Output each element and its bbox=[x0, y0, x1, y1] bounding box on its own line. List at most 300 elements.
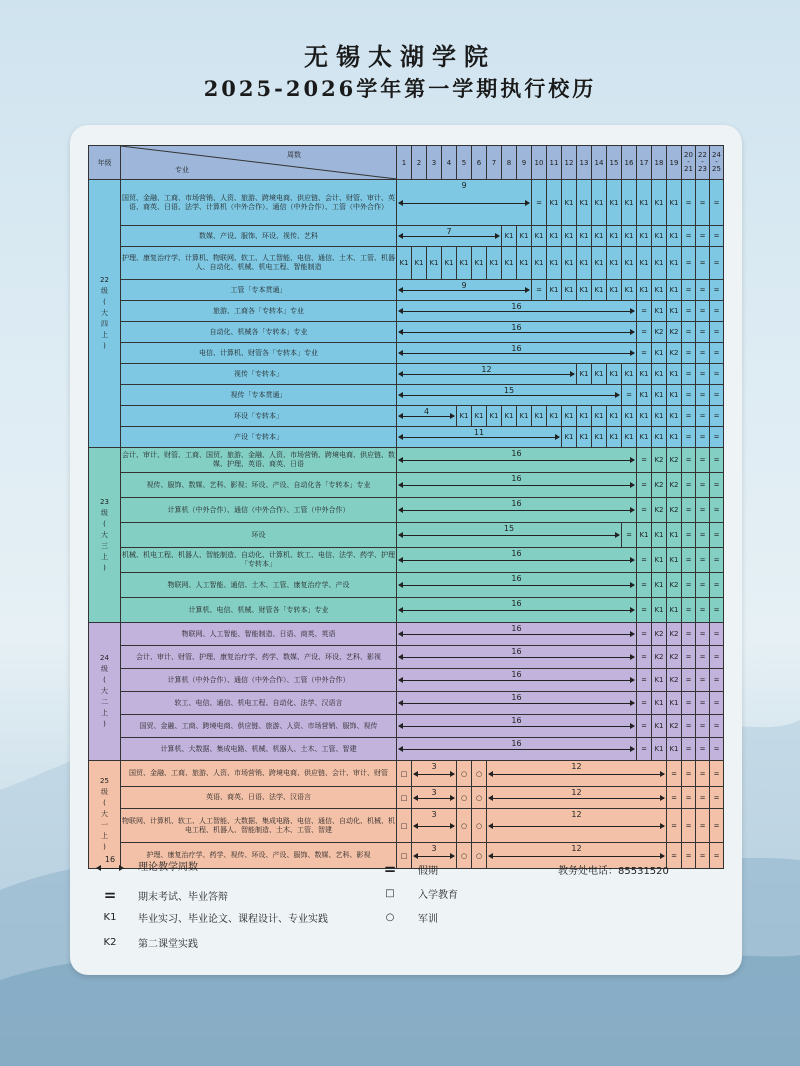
major-cell: 计算机（中外合作）、通信（中外合作）、工管（中外合作） bbox=[121, 669, 397, 692]
k1-practice-cell: K1 bbox=[667, 301, 682, 322]
legend-item-k1 bbox=[90, 910, 328, 925]
k1-practice-cell: K1 bbox=[652, 548, 667, 573]
k1-practice-cell: K1 bbox=[517, 226, 532, 247]
legend-item-vacation bbox=[370, 860, 438, 878]
teaching-weeks-number: 16 bbox=[511, 449, 522, 458]
vacation-cell: = bbox=[696, 598, 710, 623]
k2-symbol: K2 bbox=[103, 937, 117, 948]
k1-practice-cell: K1 bbox=[622, 247, 637, 280]
entry-square-icon: □ bbox=[385, 888, 395, 899]
k1-practice-cell: K1 bbox=[667, 180, 682, 226]
grade-label-char: 大 bbox=[101, 810, 108, 818]
corner-label-major: 专业 bbox=[175, 166, 189, 174]
k2-practice-cell: K2 bbox=[667, 448, 682, 473]
vacation-cell: = bbox=[682, 598, 696, 623]
exam-cell: = bbox=[637, 301, 652, 322]
k1-practice-cell: K1 bbox=[652, 280, 667, 301]
vacation-cell: = bbox=[696, 646, 710, 669]
k2-practice-cell: K2 bbox=[667, 498, 682, 523]
vacation-cell: = bbox=[682, 343, 696, 364]
teaching-weeks-span bbox=[397, 364, 577, 385]
grade-label-char: 25 bbox=[100, 777, 109, 785]
k1-practice-cell: K1 bbox=[667, 226, 682, 247]
major-cell: 护理、康复治疗学、药学、视传、环设、产设、服饰、数媒、艺科、影视 bbox=[121, 843, 397, 869]
double-arrow-icon bbox=[399, 236, 499, 237]
vacation-cell: = bbox=[696, 322, 710, 343]
teaching-weeks-number: 3 bbox=[431, 788, 437, 797]
teaching-weeks-number: 16 bbox=[511, 302, 522, 311]
double-arrow-icon bbox=[399, 657, 634, 658]
legend-item-military bbox=[370, 910, 438, 925]
major-cell: 工管「专本贯通」 bbox=[121, 280, 397, 301]
major-week-corner-header bbox=[121, 146, 397, 180]
vacation-cell: = bbox=[682, 809, 696, 843]
late-week-header: 20 - 21 bbox=[682, 146, 696, 180]
grade-label-char: ( bbox=[103, 519, 106, 528]
teaching-weeks-span bbox=[487, 809, 667, 843]
k1-practice-cell: K1 bbox=[562, 406, 577, 427]
table-row bbox=[89, 343, 724, 364]
table-row bbox=[89, 715, 724, 738]
week-header: 19 bbox=[667, 146, 682, 180]
k1-practice-cell: K1 bbox=[562, 226, 577, 247]
week-header: 12 bbox=[562, 146, 577, 180]
vacation-symbol-icon: = bbox=[383, 860, 397, 878]
k1-practice-cell: K1 bbox=[667, 364, 682, 385]
double-arrow-icon bbox=[399, 332, 634, 333]
table-row bbox=[89, 623, 724, 646]
k1-practice-cell: K1 bbox=[592, 427, 607, 448]
k1-practice-cell: K1 bbox=[652, 406, 667, 427]
table-row bbox=[89, 646, 724, 669]
vacation-cell: = bbox=[682, 761, 696, 787]
grade-label-cell bbox=[89, 448, 121, 623]
double-arrow-icon bbox=[399, 290, 529, 291]
double-arrow-icon bbox=[399, 535, 619, 536]
teaching-weeks-span bbox=[397, 738, 637, 761]
teaching-weeks-number: 16 bbox=[511, 693, 522, 702]
k1-practice-cell: K1 bbox=[592, 280, 607, 301]
k1-practice-cell: K1 bbox=[652, 301, 667, 322]
k1-practice-cell: K1 bbox=[652, 598, 667, 623]
k2-practice-cell: K2 bbox=[652, 646, 667, 669]
major-cell: 视传「专转本」 bbox=[121, 364, 397, 385]
double-arrow-icon bbox=[399, 311, 634, 312]
vacation-cell: = bbox=[696, 247, 710, 280]
table-row bbox=[89, 598, 724, 623]
k1-practice-cell: K1 bbox=[637, 226, 652, 247]
table-header-row bbox=[89, 146, 724, 180]
grade-label-char: ) bbox=[103, 720, 106, 728]
legend-military-label: 军训 bbox=[418, 914, 438, 925]
exam-cell: = bbox=[637, 669, 652, 692]
grade-label-char: 大 bbox=[101, 309, 108, 317]
major-cell: 机械、机电工程、机器人、智能制造、自动化、计算机、软工、电信、法学、药学、护理「专转本」 bbox=[121, 548, 397, 573]
grade-label-char: ) bbox=[103, 563, 106, 572]
week-header: 14 bbox=[592, 146, 607, 180]
table-row bbox=[89, 247, 724, 280]
k1-practice-cell: K1 bbox=[472, 406, 487, 427]
vacation-cell: = bbox=[710, 322, 724, 343]
k1-practice-cell: K1 bbox=[427, 247, 442, 280]
contact-phone: 教务处电话：85531520 bbox=[558, 866, 669, 877]
teaching-weeks-number: 12 bbox=[571, 844, 582, 853]
vacation-cell: = bbox=[696, 761, 710, 787]
vacation-cell: = bbox=[710, 761, 724, 787]
exam-symbol-icon: = bbox=[103, 886, 117, 904]
k1-practice-cell: K1 bbox=[667, 280, 682, 301]
vacation-cell: = bbox=[710, 180, 724, 226]
teaching-weeks-span bbox=[397, 598, 637, 623]
teaching-weeks-span bbox=[397, 623, 637, 646]
k1-practice-cell: K1 bbox=[592, 226, 607, 247]
k1-practice-cell: K1 bbox=[457, 406, 472, 427]
table-row bbox=[89, 787, 724, 809]
teaching-weeks-span bbox=[397, 343, 637, 364]
grade-label-char: 四 bbox=[101, 320, 108, 328]
teaching-weeks-number: 16 bbox=[511, 716, 522, 725]
double-arrow-icon bbox=[399, 726, 634, 727]
vacation-cell: = bbox=[696, 364, 710, 385]
grade-label-char: ( bbox=[103, 676, 106, 684]
vacation-cell: = bbox=[682, 406, 696, 427]
vacation-cell: = bbox=[696, 473, 710, 498]
vacation-cell: = bbox=[682, 692, 696, 715]
exam-cell: = bbox=[667, 809, 682, 843]
teaching-weeks-span bbox=[397, 385, 622, 406]
double-arrow-icon bbox=[399, 703, 634, 704]
k1-practice-cell: K1 bbox=[607, 364, 622, 385]
legend-entry-label: 入学教育 bbox=[418, 890, 458, 901]
teaching-weeks-number: 9 bbox=[461, 181, 467, 190]
k1-practice-cell: K1 bbox=[562, 180, 577, 226]
k1-practice-cell: K1 bbox=[502, 406, 517, 427]
k2-practice-cell: K2 bbox=[667, 343, 682, 364]
grade-label-char: 24 bbox=[100, 654, 109, 662]
vacation-cell: = bbox=[710, 364, 724, 385]
teaching-weeks-number: 16 bbox=[511, 647, 522, 656]
k1-practice-cell: K1 bbox=[667, 523, 682, 548]
double-arrow-icon bbox=[399, 485, 634, 486]
double-arrow-icon bbox=[399, 395, 619, 396]
week-header: 11 bbox=[547, 146, 562, 180]
vacation-cell: = bbox=[682, 738, 696, 761]
vacation-cell: = bbox=[682, 280, 696, 301]
military-training-cell: ○ bbox=[472, 761, 487, 787]
k2-practice-cell: K2 bbox=[667, 715, 682, 738]
teaching-weeks-number: 3 bbox=[431, 762, 437, 771]
exam-cell: = bbox=[637, 343, 652, 364]
k1-practice-cell: K1 bbox=[547, 226, 562, 247]
vacation-cell: = bbox=[710, 573, 724, 598]
vacation-cell: = bbox=[710, 473, 724, 498]
k1-practice-cell: K1 bbox=[667, 247, 682, 280]
teaching-weeks-number: 16 bbox=[511, 739, 522, 748]
vacation-cell: = bbox=[696, 226, 710, 247]
week-header: 9 bbox=[517, 146, 532, 180]
double-arrow-icon bbox=[399, 437, 559, 438]
grade-label-char: 级 bbox=[101, 508, 108, 517]
exam-cell: = bbox=[637, 715, 652, 738]
k1-practice-cell: K1 bbox=[637, 523, 652, 548]
k1-practice-cell: K1 bbox=[532, 406, 547, 427]
table-row bbox=[89, 226, 724, 247]
exam-cell: = bbox=[637, 692, 652, 715]
weeks-arrow-icon bbox=[90, 854, 130, 873]
k1-practice-cell: K1 bbox=[547, 247, 562, 280]
military-training-cell: ○ bbox=[472, 787, 487, 809]
vacation-cell: = bbox=[682, 669, 696, 692]
k1-practice-cell: K1 bbox=[457, 247, 472, 280]
grade-label-char: 大 bbox=[101, 687, 108, 695]
double-arrow-icon bbox=[399, 374, 574, 375]
vacation-cell: = bbox=[696, 427, 710, 448]
k1-practice-cell: K1 bbox=[637, 385, 652, 406]
k1-practice-cell: K1 bbox=[652, 180, 667, 226]
vacation-cell: = bbox=[682, 247, 696, 280]
teaching-weeks-number: 16 bbox=[511, 499, 522, 508]
vacation-cell: = bbox=[710, 548, 724, 573]
k1-practice-cell: K1 bbox=[652, 226, 667, 247]
k1-practice-cell: K1 bbox=[562, 280, 577, 301]
k1-practice-cell: K1 bbox=[592, 180, 607, 226]
k1-practice-cell: K1 bbox=[652, 343, 667, 364]
major-cell: 国贸、金融、工商、市场营销、人资、旅游、跨境电商、供应链、会计、财管、审计、英语、商英、日语、法学、计算机（中外合作）、通信（中外合作）、工管（中外合作） bbox=[121, 180, 397, 226]
table-row bbox=[89, 385, 724, 406]
k1-practice-cell: K1 bbox=[652, 738, 667, 761]
table-row bbox=[89, 406, 724, 427]
page-header bbox=[0, 40, 800, 104]
k2-practice-cell: K2 bbox=[667, 669, 682, 692]
k1-practice-cell: K1 bbox=[607, 406, 622, 427]
vacation-cell: = bbox=[710, 406, 724, 427]
vacation-cell: = bbox=[696, 715, 710, 738]
grade-label-char: 上 bbox=[101, 832, 108, 840]
k1-practice-cell: K1 bbox=[637, 180, 652, 226]
exam-cell: = bbox=[637, 738, 652, 761]
vacation-cell: = bbox=[696, 498, 710, 523]
table-row bbox=[89, 322, 724, 343]
k1-practice-cell: K1 bbox=[622, 364, 637, 385]
late-week-header: 24 - 25 bbox=[710, 146, 724, 180]
teaching-weeks-span bbox=[397, 669, 637, 692]
major-cell: 物联网、人工智能、智能制造、日语、商英、英语 bbox=[121, 623, 397, 646]
teaching-weeks-span bbox=[397, 180, 532, 226]
vacation-cell: = bbox=[710, 427, 724, 448]
vacation-cell: = bbox=[710, 598, 724, 623]
vacation-cell: = bbox=[696, 385, 710, 406]
vacation-cell: = bbox=[696, 523, 710, 548]
legend-exam-label: 期末考试、毕业答辩 bbox=[138, 891, 228, 903]
calendar-table bbox=[88, 145, 724, 869]
k2-practice-cell: K2 bbox=[652, 473, 667, 498]
double-arrow-icon bbox=[414, 826, 454, 827]
vacation-cell: = bbox=[696, 809, 710, 843]
k1-practice-cell: K1 bbox=[607, 180, 622, 226]
legend-item-weeks bbox=[90, 854, 198, 873]
k1-practice-cell: K1 bbox=[607, 427, 622, 448]
vacation-cell: = bbox=[696, 180, 710, 226]
vacation-cell: = bbox=[682, 385, 696, 406]
table-row bbox=[89, 448, 724, 473]
legend-vacation-label: 假期 bbox=[418, 865, 438, 877]
vacation-cell: = bbox=[710, 623, 724, 646]
vacation-cell: = bbox=[682, 427, 696, 448]
vacation-cell: = bbox=[696, 301, 710, 322]
teaching-weeks-span bbox=[397, 280, 532, 301]
military-training-cell: ○ bbox=[472, 809, 487, 843]
corner-label-weeks: 周数 bbox=[287, 151, 301, 159]
vacation-cell: = bbox=[682, 623, 696, 646]
military-training-cell: ○ bbox=[457, 809, 472, 843]
military-training-cell: ○ bbox=[457, 787, 472, 809]
military-training-cell: ○ bbox=[457, 843, 472, 869]
grade-label-char: 上 bbox=[101, 709, 108, 717]
vacation-cell: = bbox=[682, 301, 696, 322]
vacation-cell: = bbox=[696, 548, 710, 573]
table-row bbox=[89, 473, 724, 498]
vacation-cell: = bbox=[696, 692, 710, 715]
vacation-cell: = bbox=[696, 738, 710, 761]
week-header: 18 bbox=[652, 146, 667, 180]
k1-practice-cell: K1 bbox=[652, 715, 667, 738]
table-row bbox=[89, 523, 724, 548]
entry-education-cell: □ bbox=[397, 787, 412, 809]
week-header: 1 bbox=[397, 146, 412, 180]
double-arrow-icon bbox=[399, 203, 529, 204]
teaching-weeks-span bbox=[397, 715, 637, 738]
k1-practice-cell: K1 bbox=[562, 247, 577, 280]
teaching-weeks-span bbox=[412, 787, 457, 809]
major-cell: 国贸、金融、工商、旅游、人资、市场营销、跨境电商、供应链、会计、审计、财管 bbox=[121, 761, 397, 787]
grade-label-char: ) bbox=[103, 342, 106, 350]
k1-practice-cell: K1 bbox=[592, 364, 607, 385]
teaching-weeks-number: 12 bbox=[571, 788, 582, 797]
table-row bbox=[89, 180, 724, 226]
grade-label-char: 二 bbox=[101, 698, 108, 706]
k1-practice-cell: K1 bbox=[622, 180, 637, 226]
k1-practice-cell: K1 bbox=[667, 406, 682, 427]
grade-column-header: 年级 bbox=[89, 146, 121, 180]
major-cell: 英语、商英、日语、法学、汉语言 bbox=[121, 787, 397, 809]
week-header: 15 bbox=[607, 146, 622, 180]
exam-cell: = bbox=[637, 646, 652, 669]
k1-practice-cell: K1 bbox=[637, 427, 652, 448]
k2-practice-cell: K2 bbox=[667, 473, 682, 498]
vacation-cell: = bbox=[696, 448, 710, 473]
vacation-cell: = bbox=[710, 343, 724, 364]
double-arrow-icon bbox=[399, 680, 634, 681]
week-header: 2 bbox=[412, 146, 427, 180]
week-header: 13 bbox=[577, 146, 592, 180]
grade-label-char: 22 bbox=[100, 276, 109, 284]
teaching-weeks-number: 7 bbox=[446, 227, 452, 236]
teaching-weeks-number: 9 bbox=[461, 281, 467, 290]
grade-label-char: ) bbox=[103, 843, 106, 851]
k1-practice-cell: K1 bbox=[517, 406, 532, 427]
vacation-cell: = bbox=[696, 623, 710, 646]
k1-practice-cell: K1 bbox=[532, 247, 547, 280]
page-title: 无锡太湖学院 bbox=[304, 42, 496, 71]
teaching-weeks-span bbox=[487, 787, 667, 809]
vacation-cell: = bbox=[682, 548, 696, 573]
vacation-cell: = bbox=[710, 385, 724, 406]
legend-weeks-sample: 16 bbox=[104, 854, 116, 864]
major-cell: 计算机、大数据、集成电路、机械、机器人、土木、工管、智建 bbox=[121, 738, 397, 761]
k1-practice-cell: K1 bbox=[592, 406, 607, 427]
table-row bbox=[89, 669, 724, 692]
major-cell: 物联网、人工智能、通信、土木、工管、康复治疗学、产设 bbox=[121, 573, 397, 598]
week-header: 3 bbox=[427, 146, 442, 180]
vacation-cell: = bbox=[696, 669, 710, 692]
teaching-weeks-span bbox=[397, 548, 637, 573]
teaching-weeks-number: 4 bbox=[423, 407, 430, 416]
k1-practice-cell: K1 bbox=[652, 427, 667, 448]
vacation-cell: = bbox=[682, 473, 696, 498]
k1-practice-cell: K1 bbox=[487, 406, 502, 427]
k1-practice-cell: K1 bbox=[637, 406, 652, 427]
grade-label-char: 级 bbox=[101, 788, 108, 796]
k1-practice-cell: K1 bbox=[577, 364, 592, 385]
k1-practice-cell: K1 bbox=[397, 247, 412, 280]
teaching-weeks-span bbox=[397, 448, 637, 473]
late-week-header: 22 - 23 bbox=[696, 146, 710, 180]
vacation-cell: = bbox=[682, 787, 696, 809]
teaching-weeks-number: 16 bbox=[511, 474, 522, 483]
exam-cell: = bbox=[667, 787, 682, 809]
exam-cell: = bbox=[622, 385, 637, 406]
k2-practice-cell: K2 bbox=[652, 322, 667, 343]
table-row bbox=[89, 301, 724, 322]
grade-label-char: 级 bbox=[101, 287, 108, 295]
major-cell: 软工、电信、通信、机电工程、自动化、法学、汉语言 bbox=[121, 692, 397, 715]
teaching-weeks-span bbox=[397, 322, 637, 343]
double-arrow-icon bbox=[489, 798, 664, 799]
k1-practice-cell: K1 bbox=[442, 247, 457, 280]
legend-item-entry bbox=[370, 886, 458, 901]
military-circle-icon: ○ bbox=[385, 912, 395, 923]
k1-practice-cell: K1 bbox=[502, 247, 517, 280]
teaching-weeks-span bbox=[412, 809, 457, 843]
legend-weeks-label: 理论教学周数 bbox=[138, 862, 198, 873]
vacation-cell: = bbox=[710, 523, 724, 548]
k1-practice-cell: K1 bbox=[607, 280, 622, 301]
teaching-weeks-number: 16 bbox=[511, 624, 522, 633]
teaching-weeks-number: 3 bbox=[431, 810, 437, 819]
k1-practice-cell: K1 bbox=[652, 385, 667, 406]
vacation-cell: = bbox=[682, 843, 696, 869]
major-cell: 国贸、金融、工商、跨境电商、供应链、旅游、人资、市场营销、服饰、视传 bbox=[121, 715, 397, 738]
week-header: 8 bbox=[502, 146, 517, 180]
teaching-weeks-number: 16 bbox=[511, 344, 522, 353]
k1-practice-cell: K1 bbox=[667, 738, 682, 761]
table-row bbox=[89, 573, 724, 598]
k2-practice-cell: K2 bbox=[667, 646, 682, 669]
entry-education-cell: □ bbox=[397, 761, 412, 787]
exam-cell: = bbox=[637, 623, 652, 646]
teaching-weeks-number: 16 bbox=[511, 574, 522, 583]
k1-practice-cell: K1 bbox=[487, 247, 502, 280]
table-row bbox=[89, 809, 724, 843]
vacation-cell: = bbox=[682, 322, 696, 343]
double-arrow-icon bbox=[399, 416, 454, 417]
vacation-cell: = bbox=[682, 523, 696, 548]
major-cell: 电信、计算机、财管各「专转本」专业 bbox=[121, 343, 397, 364]
teaching-weeks-number: 12 bbox=[571, 762, 582, 771]
major-cell: 产设「专转本」 bbox=[121, 427, 397, 448]
exam-cell: = bbox=[637, 548, 652, 573]
vacation-cell: = bbox=[696, 280, 710, 301]
